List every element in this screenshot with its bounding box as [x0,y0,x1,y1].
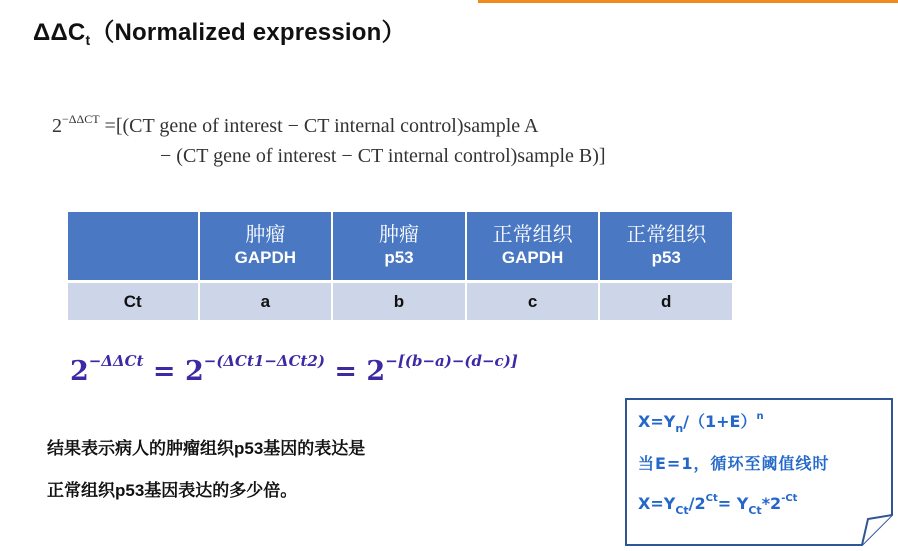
table-header-cell: 肿瘤 GAPDH [200,212,334,283]
table-header-cell [68,212,200,283]
table-header-cell: 肿瘤 p53 [333,212,467,283]
note-line-3: $X=Y_{Ct}/2^{Ct}= Y_{Ct}*2^{-Ct}$ [638,493,798,517]
table-header-cell: 正常组织 GAPDH [467,212,601,283]
table-header-cell: 正常组织 p53 [600,212,732,283]
table-header-row [68,212,732,283]
note-line-2: 当E=1，循环至阈值线时 [638,454,830,473]
note-line-1: $X=Y_n/(1+E)^n$ [638,411,764,435]
derivation-equation: $2^{-\Delta\Delta Ct} = 2^{-(\Delta Ct1-\Delta Ct2)} = 2^{-[(b-a)-(d-c)]}$ [70,352,518,387]
table-row [68,283,732,320]
ct-value-table [68,212,732,320]
table-cell: d [600,283,732,320]
table-cell: Ct [68,283,200,320]
formula-line-2: − (CT gene of interest − CT internal control)sample B)] [160,145,606,167]
table-cell: b [333,283,467,320]
table-cell: a [200,283,334,320]
conclusion-line-2: 正常组织p53基因表达的多少倍。 [47,481,298,500]
conclusion-text [47,428,365,512]
top-accent-rule [478,0,898,3]
table-cell: c [467,283,601,320]
note-card [624,397,894,547]
conclusion-line-1: 结果表示病人的肿瘤组织p53基因的表达是 [47,439,366,458]
formula-line-1: $2^{-\Delta\Delta CT} =[(CT$ gene of interest − CT internal control)sample A [52,112,539,137]
slide-title: $\Delta\Delta C_t(Normalized$ expression） [33,19,406,48]
